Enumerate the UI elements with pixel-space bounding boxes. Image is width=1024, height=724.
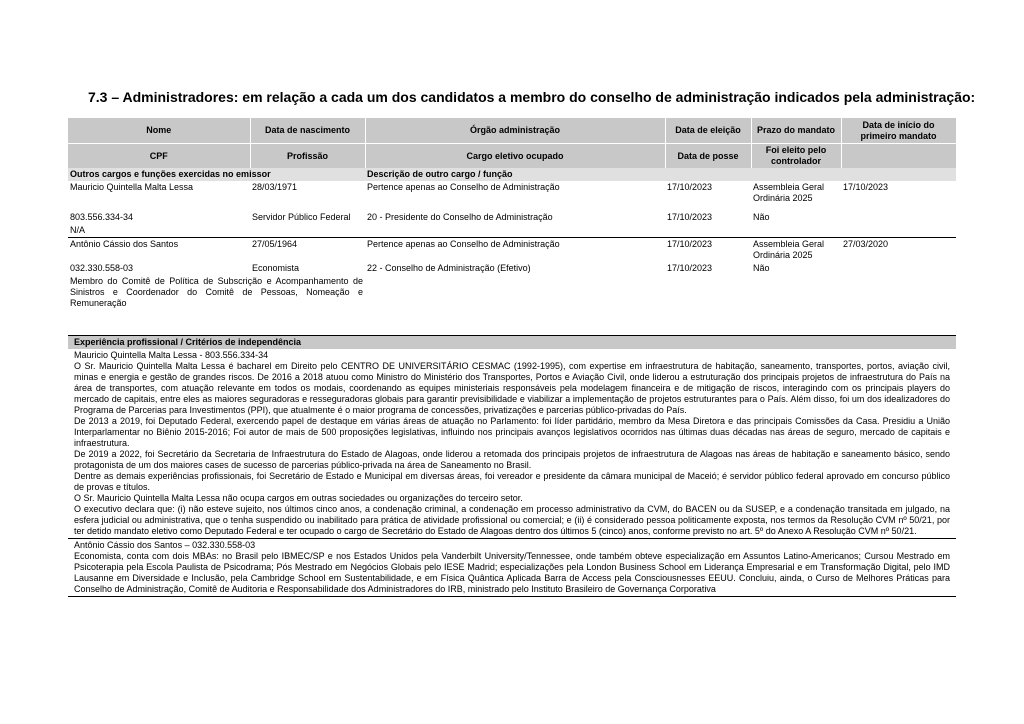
header-empty [841, 144, 956, 169]
cell-nome: Mauricio Quintella Malta Lessa [70, 182, 194, 192]
section-title: 7.3 – Administradores: em relação a cada um dos candidatos a membro do conselho de administração indicados pela administração: [88, 89, 976, 105]
table-row [68, 224, 956, 238]
candidates-table [68, 118, 957, 310]
cell-inicio: 17/10/2023 [843, 182, 889, 192]
experience-block-1 [68, 349, 956, 539]
cell-prazo: Assembleia Geral Ordinária 2025 [753, 182, 825, 203]
cell-orgao: Pertence apenas ao Conselho de Administração [367, 239, 560, 249]
table-row [68, 262, 956, 275]
header-cpf: CPF [68, 144, 250, 169]
table-row [68, 181, 956, 205]
cell-outros: N/A [68, 224, 365, 238]
cell-nascimento: 28/03/1971 [252, 182, 298, 192]
header-outros: Outros cargos e funções exercidas no emissor [68, 168, 365, 181]
header-descricao: Descrição de outro cargo / função [365, 168, 956, 181]
cell-outros: Membro do Comitê de Política de Subscrição e Acompanhamento de Sinistros e Coordenador do Comitê de Pessoas, Nomeação e Remuneração [70, 276, 363, 308]
header-eleicao: Data de eleição [665, 118, 751, 144]
cell-eleicao: 17/10/2023 [667, 239, 713, 249]
header-inicio: Data de início do primeiro mandato [841, 118, 956, 144]
experience-paragraph: Mauricio Quintella Malta Lessa - 803.556.334-34 [74, 350, 269, 360]
cell-cargo: 20 - Presidente do Conselho de Administração [367, 212, 553, 222]
experience-paragraph: Antônio Cássio dos Santos – 032.330.558-03 [74, 540, 256, 550]
experience-paragraph: O executivo declara que: (i) não esteve sujeito, nos últimos cinco anos, a condenação criminal, a condenação em processo administrativo da CVM, do BACEN ou da SUSEP, e a condenação transitada em julgado, na esfera judicial ou administrativa, que o tenha suspendido ou inabilitado para prática de atividade profissional ou comercial; e (ii) é considerado pessoa politicamente exposta, nos termos da Resolução CVM nº 50/21, por ter detido mandato eletivo como Deputado Federal e ter ocupado o cargo de Secretário do Estado de Alagoas dentro dos últimos 5 (cinco) anos, conforme previsto no art. 5º do Anexo A Resolução CVM nº 50/21. [74, 504, 950, 536]
cell-controlador: Não [753, 212, 770, 222]
header-posse: Data de posse [665, 144, 751, 169]
experience-paragraph: Dentre as demais experiências profissionais, foi Secretário de Estado e Municipal em diversas áreas, foi vereador e presidente da câmara municipal de Maceió; é servidor público federal aprovado em concurso público de provas e títulos. [74, 471, 950, 492]
cell-inicio: 27/03/2020 [843, 239, 889, 249]
cell-cpf: 803.556.334-34 [70, 212, 134, 222]
cell-orgao: Pertence apenas ao Conselho de Administração [367, 182, 560, 192]
experience-section [68, 335, 956, 597]
experience-paragraph: De 2019 a 2022, foi Secretário da Secretaria de Infraestrutura do Estado de Alagoas, onde liderou a retomada dos principais projetos de infraestrutura de Alagoas nas áreas de habitação e saneamento básico, sendo protagonista de um dos maiores cases de sucesso de parcerias público-privada na área de Saneamento no Brasil. [74, 449, 950, 470]
header-nome: Nome [68, 118, 250, 144]
experience-header: Experiência profissional / Critérios de independência [68, 335, 956, 349]
cell-prazo: Assembleia Geral Ordinária 2025 [753, 239, 825, 260]
experience-block-2 [68, 539, 956, 597]
header-row-1 [68, 118, 956, 144]
header-nascimento: Data de nascimento [250, 118, 365, 144]
cell-nascimento: 27/05/1964 [252, 239, 298, 249]
cell-posse: 17/10/2023 [667, 263, 713, 273]
cell-nome: Antônio Cássio dos Santos [70, 239, 179, 249]
header-prazo: Prazo do mandato [751, 118, 841, 144]
table-row [68, 275, 956, 310]
header-cargo: Cargo eletivo ocupado [365, 144, 665, 169]
header-row-3 [68, 168, 956, 181]
header-controlador: Foi eleito pelo controlador [751, 144, 841, 169]
cell-profissao: Servidor Público Federal [252, 212, 351, 222]
cell-cpf: 032.330.558-03 [70, 263, 134, 273]
header-row-2 [68, 144, 956, 169]
experience-paragraph: Economista, conta com dois MBAs: no Brasil pelo IBMEC/SP e nos Estados Unidos pela Vanderbilt University/Tennessee, onde também obteve especialização em Assuntos Latino-Americanos; Cursou Mestrado em Psicoterapia pela Escola Paulista de Psicodrama; Pós Mestrado em Negócios Globais pelo IESE Madrid; especializações pela London Business School em Liderança Empresarial e em Transformação Digital, pelo IMD Lausanne em Diversidade e Inclusão, pela Cambridge School em Sustentabilidade, e em Física Quântica Aplicada Barra de Access pela Consciousnesses EEUU. Concluiu, ainda, o Curso de Melhores Práticas para Conselho de Administração, Comitê de Auditoria e Responsabilidade dos Administradores do IRB, ministrado pelo Instituto Brasileiro de Governança Corporativa [74, 551, 950, 594]
table-row [68, 238, 956, 263]
cell-profissao: Economista [252, 263, 300, 273]
cell-posse: 17/10/2023 [667, 212, 713, 222]
experience-paragraph: De 2013 a 2019, foi Deputado Federal, exercendo papel de destaque em várias áreas de atuação no Parlamento: foi líder partidário, membro da Mesa Diretora e das principais Comissões da Casa. Presidiu a União Interparlamentar no Biênio 2015-2016; Foi autor de mais de 500 proposições legislativas, influindo nos principais avanços legislativos ocorridos nas últimas duas décadas nas áreas de seguro, mercado de capitais e infraestrutura. [74, 416, 950, 448]
cell-eleicao: 17/10/2023 [667, 182, 713, 192]
experience-paragraph: O Sr. Mauricio Quintella Malta Lessa não ocupa cargos em outras sociedades ou organizações do terceiro setor. [74, 493, 523, 503]
cell-controlador: Não [753, 263, 770, 273]
cell-cargo: 22 - Conselho de Administração (Efetivo) [367, 263, 531, 273]
experience-paragraph: O Sr. Mauricio Quintella Malta Lessa é bacharel em Direito pelo CENTRO DE UNIVERSITÁRIO CESMAC (1992-1995), com expertise em infraestrutura de habitação, saneamento, transportes, portos, aviação civil, minas e energia e gestão de grandes riscos. De 2016 a 2018 atuou como Ministro do Ministério dos Transportes, Portos e Aviação Civil, onde liderou a estruturação dos principais projetos de infraestrutura do País na área de transportes, com atuação relevante em todos os modais, coordenando as equipes ministeriais responsáveis pela modelagem financeira e de mitigação de riscos, interagindo com os principais players do mercado de capitais, entre eles as maiores seguradoras e resseguradoras globais para garantir previsibilidade e viabilizar a implementação de projetos estruturantes para o País. Além disso, foi um dos idealizadores do Programa de Parcerias para Investimentos (PPI), que atualmente é o maior programa de concessões, privatizações e parcerias público-privadas do País. [74, 361, 950, 415]
header-orgao: Órgão administração [365, 118, 665, 144]
header-profissao: Profissão [250, 144, 365, 169]
table-row [68, 211, 956, 224]
